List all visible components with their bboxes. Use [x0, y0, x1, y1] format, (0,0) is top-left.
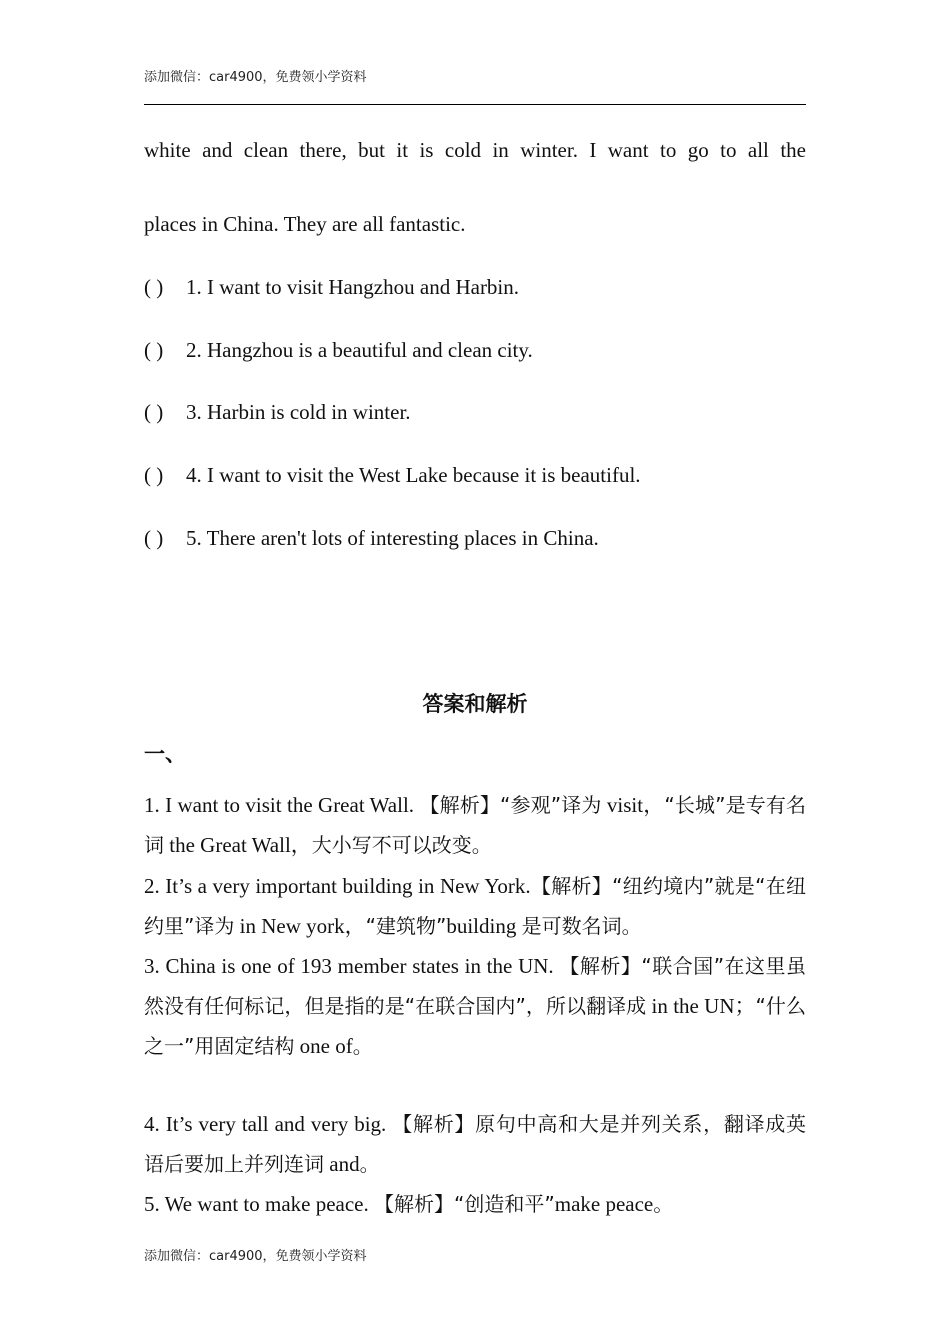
header-rule [144, 104, 806, 105]
analysis-text: 。 [359, 1152, 380, 1176]
analysis-term: one of [294, 1034, 353, 1058]
answer-2 [144, 866, 806, 946]
passage-word: the [780, 138, 806, 162]
passage-word: there, [299, 138, 347, 162]
passage-word: white [144, 138, 191, 162]
answer-blank[interactable]: ( ) [144, 400, 164, 424]
passage-word: but [358, 138, 385, 162]
question-text: 4. I want to visit the West Lake because it is beautiful. [186, 463, 641, 487]
analysis-text: “长城”是专有名词 [144, 793, 806, 857]
analysis-tag: 【解析】 [419, 793, 500, 817]
passage-word: winter. [520, 138, 578, 162]
passage-word: I [589, 138, 597, 162]
answer-sentence: 4. It’s very tall and very big. [144, 1112, 393, 1136]
analysis-text: 。 [352, 1034, 373, 1058]
passage-word: go [687, 138, 709, 162]
analysis-term: and [324, 1152, 360, 1176]
section-label: 一、 [144, 742, 186, 766]
analysis-term: make peace [554, 1192, 654, 1216]
answer-sentence: 2. It’s a very important building in New York. [144, 874, 531, 898]
answer-blank[interactable]: ( ) [144, 275, 164, 299]
passage-word: clean [243, 138, 289, 162]
analysis-tag: 【解析】 [374, 1192, 454, 1216]
question-2 [144, 336, 533, 364]
question-1 [144, 273, 519, 301]
answer-sentence: 1. I want to visit the Great Wall. [144, 793, 420, 817]
passage-line-2: places in China. They are all fantastic. [144, 212, 466, 236]
passage-word: in [492, 138, 509, 162]
question-text: 3. Harbin is cold in winter. [186, 400, 411, 424]
analysis-tag: 【解析】 [530, 874, 613, 898]
question-text: 5. There aren't lots of interesting places in China. [186, 526, 599, 550]
analysis-tag: 【解析】 [392, 1112, 476, 1136]
analysis-text: “纽约境内”就是“在纽约里”译为 [144, 874, 806, 938]
answer-5 [144, 1184, 806, 1224]
question-4 [144, 461, 641, 489]
analysis-text: 。 [653, 1192, 674, 1216]
question-5 [144, 524, 599, 552]
passage-line-1 [144, 136, 806, 164]
answer-blank[interactable]: ( ) [144, 463, 164, 487]
question-3 [144, 398, 411, 426]
analysis-text: “参观”译为 [499, 793, 602, 817]
answer-blank[interactable]: ( ) [144, 526, 164, 550]
passage-word: it [396, 138, 409, 162]
passage-word: to [720, 138, 737, 162]
analysis-text: 原句中高和大是并列关系，翻译成英语后要加上并列连词 [144, 1112, 807, 1176]
passage-word: cold [444, 138, 482, 162]
answer-1 [144, 785, 806, 865]
analysis-text: “建筑物” [365, 914, 447, 938]
analysis-text: “联合国”在这里虽然没有任何标记，但是指的是“在联合国内”，所以翻译成 [144, 954, 807, 1018]
passage-word: want [607, 138, 649, 162]
passage-word: to [660, 138, 677, 162]
analysis-term: the Great Wall， [164, 833, 312, 857]
analysis-term: building [446, 914, 522, 938]
answer-4 [144, 1104, 806, 1184]
footer-note: 添加微信：car4900，免费领小学资料 [144, 1249, 367, 1264]
question-text: 1. I want to visit Hangzhou and Harbin. [186, 275, 520, 299]
analysis-text: “什么之一”用固定结构 [144, 994, 806, 1058]
question-text: 2. Hangzhou is a beautiful and clean city. [186, 338, 533, 362]
answer-sentence: 3. China is one of 193 member states in the UN. [144, 954, 560, 978]
answers-title: 答案和解析 [422, 692, 528, 716]
header-note: 添加微信：car4900，免费领小学资料 [144, 70, 367, 85]
answer-sentence: 5. We want to make peace. [144, 1192, 374, 1216]
answer-blank[interactable]: ( ) [144, 338, 164, 362]
analysis-term: visit， [601, 793, 665, 817]
answer-3 [144, 946, 806, 1066]
analysis-text: “创造和平” [454, 1192, 555, 1216]
analysis-text: 是可数名词。 [521, 914, 642, 938]
passage-word: is [419, 138, 434, 162]
passage-word: all [747, 138, 769, 162]
analysis-term: in the UN； [646, 994, 756, 1018]
passage-word: and [202, 138, 233, 162]
analysis-term: in New york， [234, 914, 366, 938]
analysis-text: 大小写不可以改变。 [311, 833, 492, 857]
analysis-tag: 【解析】 [559, 954, 642, 978]
